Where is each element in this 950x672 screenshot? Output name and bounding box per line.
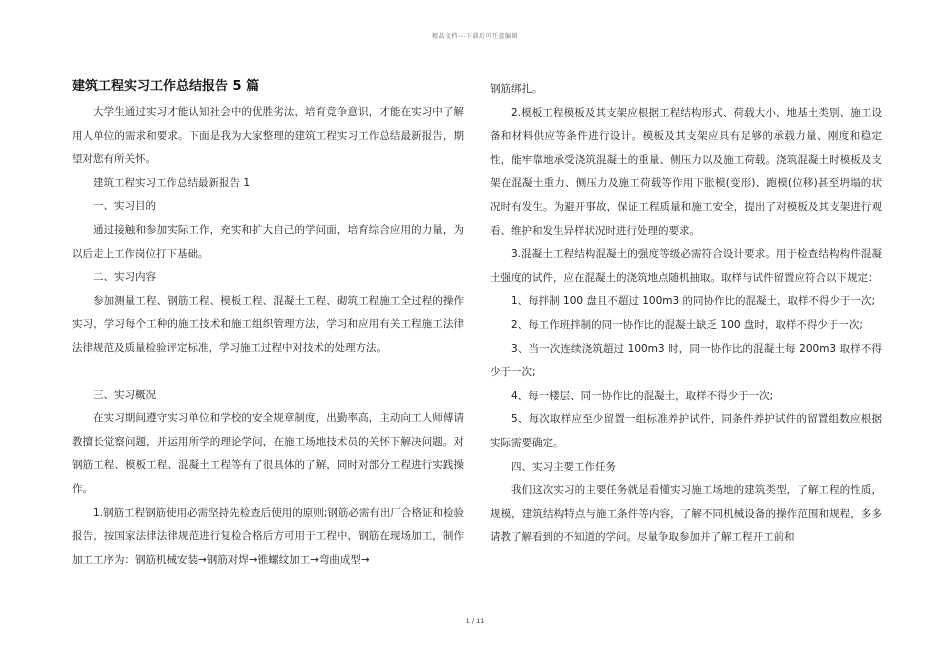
list-item: 2、每工作班拌制的同一协作比的混凝土缺乏 100 盘时，取样不得少于一次; [511, 318, 863, 331]
paragraph: 3.混凝土工程结构混凝土的强度等级必需符合设计要求。用于检查结构构件混凝土强度的试件，应在混凝土的浇筑地点随机抽取。取样与试件留置应符合以下规定： [490, 248, 882, 284]
paragraph: 钢筋绑扎。 [490, 83, 543, 95]
paragraph: 在实习期间遵守实习单位和学校的安全规章制度，出勤率高，主动向工人师傅请教擅长觉察问题，并运用所学的理论学问，在施工场地技术员的关怀下解决问题。对钢筋工程、模板工程、混凝土工程等有了很具体的了解，同时对部分工程进行实践操作。 [72, 412, 464, 495]
section-heading: 四、实习主要工作任务 [511, 460, 616, 473]
list-item: 4、每一楼层、同一协作比的混凝土，取样不得少于一次; [511, 389, 774, 402]
report-subtitle: 建筑工程实习工作总结最新报告 1 [93, 176, 251, 189]
document-title: 建筑工程实习工作总结报告 5 篇 [72, 79, 260, 94]
list-item: 5、每次取样应至少留置一组标准养护试件，同条件养护试件的留置组数应根据实际需要确定。 [490, 413, 882, 449]
header-note: 精品文档---下载后可任意编辑 [432, 33, 518, 40]
right-column [490, 78, 882, 550]
section-heading: 三、实习概况 [93, 388, 156, 401]
paragraph: 通过接触和参加实际工作，充实和扩大自己的学问面，培育综合应用的力量，为以后走上工作岗位打下基础。 [72, 223, 464, 260]
list-item: 1、每拌制 100 盘且不超过 100m3 的同协作比的混凝土，取样不得少于一次; [511, 295, 876, 308]
intro-paragraph: 大学生通过实习才能认知社会中的优胜劣汰，培育竞争意识，才能在实习中了解用人单位的需求和要求。下面是我为大家整理的建筑工程实习工作总结最新报告，期望对您有所关怀。 [72, 106, 464, 166]
paragraph: 2.模板工程模板及其支架应根据工程结构形式、荷载大小、地基土类别、施工设备和材料供应等条件进行设计。模板及其支架应具有足够的承载力量、刚度和稳定性，能牢靠地承受浇筑混凝土的重量、侧压力以及施工荷载。浇筑混凝土时模板及支架在混凝土重力、侧压力及施工荷载等作用下胀模(变形)、跑模(位移)甚至坍塌的状况时有发生。为避开事故，保证工程质量和施工安全，提出了对模板及其支架进行观看、维护和发生异样状况时进行处理的要求。 [490, 106, 882, 237]
paragraph: 参加测量工程、钢筋工程、模板工程、混凝土工程、砌筑工程施工全过程的操作实习，学习每个工种的施工技术和施工组织管理方法，学习和应用有关工程施工法律法律规范及质量检验评定标准，学习施工过程中对技术的处理方法。 [72, 294, 464, 354]
paragraph: 1.钢筋工程钢筋使用必需坚持先检查后使用的原则;钢筋必需有出厂合格证和检验报告，按国家法律法律规范进行复检合格后方可用于工程中，钢筋在现场加工，制作加工工序为：钢筋机械安装→钢筋对焊→锥螺纹加工→弯曲成型→ [72, 506, 464, 566]
list-item: 3、当一次连续浇筑超过 100m3 时，同一协作比的混凝土每 200m3 取样不得少于一次; [490, 342, 882, 379]
paragraph: 我们这次实习的主要任务就是看懂实习施工场地的建筑类型，了解工程的性质，规模，建筑结构特点与施工条件等内容，了解不同机械设备的操作范围和规程，多多请教了解看到的不知道的学问。尽量争取参加并了解工程开工前和 [490, 484, 882, 544]
section-heading: 二、实习内容 [93, 271, 156, 284]
page-indicator: 1 / 11 [465, 617, 485, 625]
left-column [72, 78, 464, 572]
blank-line [72, 361, 464, 384]
section-heading: 一、实习目的 [93, 200, 156, 213]
